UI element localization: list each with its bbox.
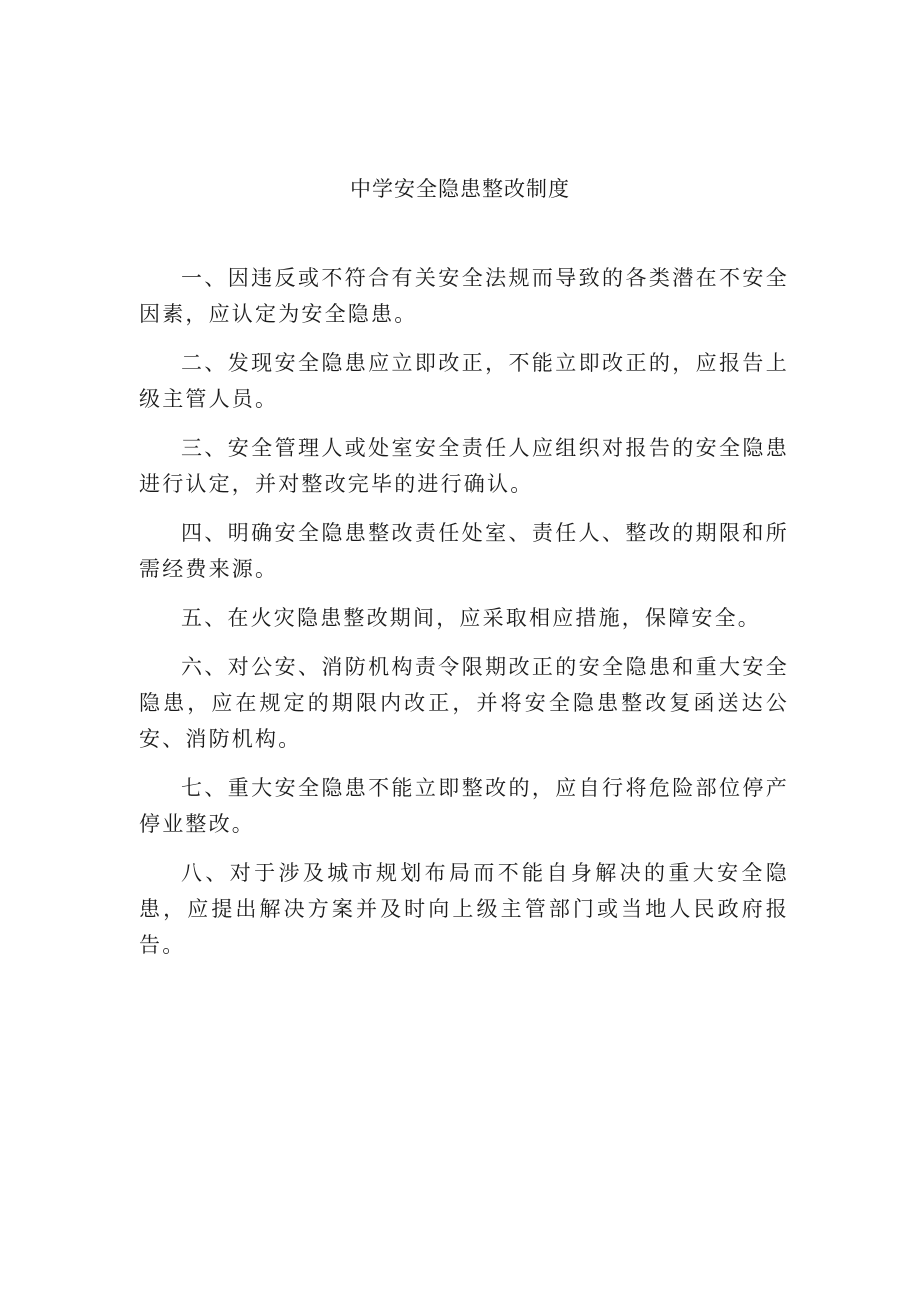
clause-5: 五、在火灾隐患整改期间，应采取相应措施，保障安全。 <box>181 606 761 630</box>
clause-6: 六、对公安、消防机构责令限期改正的安全隐患和重大安全隐患，应在规定的期限内改正，并将安全隐患整改复函送达公安、消防机构。 <box>139 655 789 751</box>
clause-7: 七、重大安全隐患不能立即整改的，应自行将危险部位停产停业整改。 <box>139 776 789 836</box>
clause-3: 三、安全管理人或处室安全责任人应组织对报告的安全隐患进行认定，并对整改完毕的进行确认。 <box>139 436 789 496</box>
clause-1: 一、因违反或不符合有关安全法规而导致的各类潜在不安全因素，应认定为安全隐患。 <box>139 266 789 326</box>
document-title: 中学安全隐患整改制度 <box>350 177 570 201</box>
document-body <box>139 260 789 976</box>
clause-2: 二、发现安全隐患应立即改正，不能立即改正的，应报告上级主管人员。 <box>139 351 789 411</box>
clause-4: 四、明确安全隐患整改责任处室、责任人、整改的期限和所需经费来源。 <box>139 521 789 581</box>
clause-8: 八、对于涉及城市规划布局而不能自身解决的重大安全隐患，应提出解决方案并及时向上级主管部门或当地人民政府报告。 <box>139 861 789 957</box>
